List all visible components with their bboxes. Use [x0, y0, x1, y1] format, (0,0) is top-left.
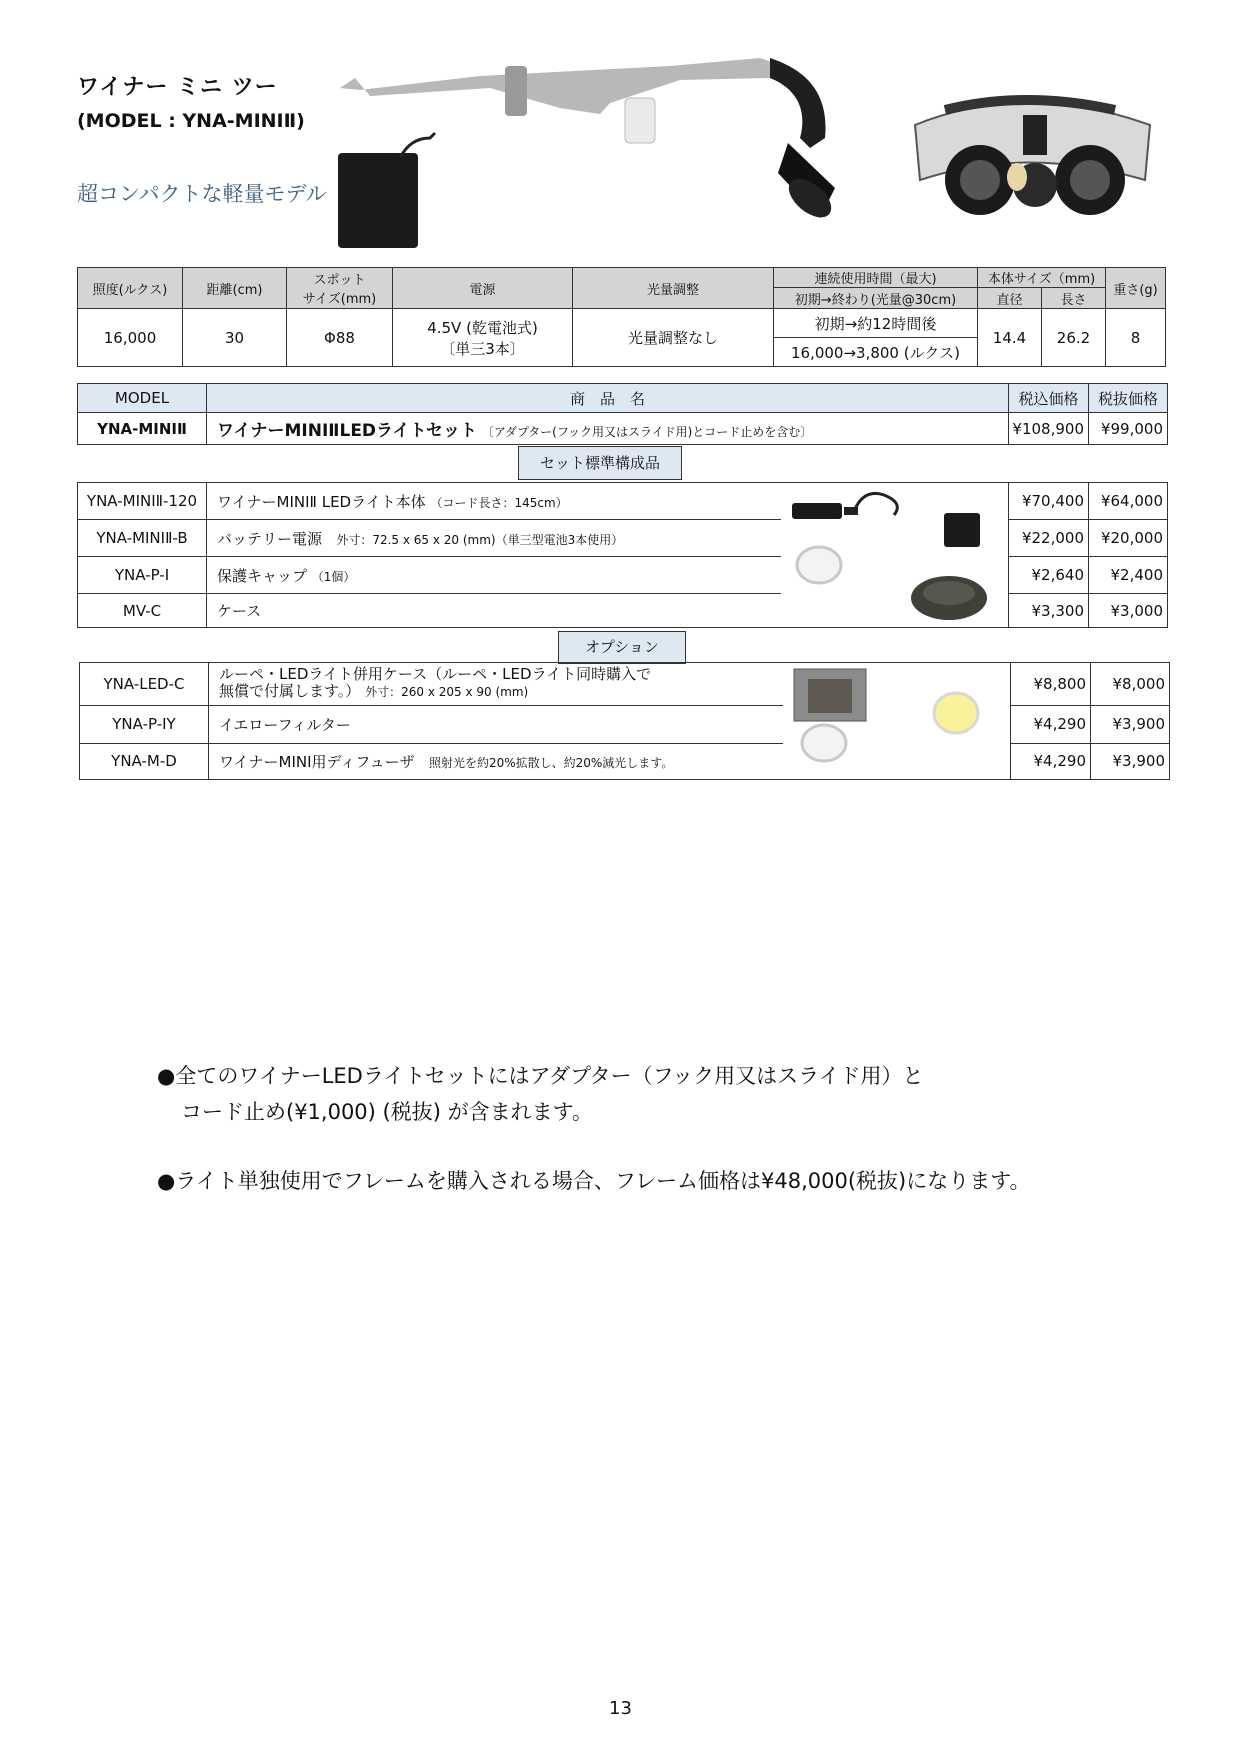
set-images-cell	[781, 483, 1009, 628]
lux-value: 16,000	[78, 309, 183, 367]
set-item-name: ワイナーMINIⅡ LEDライト本体	[217, 492, 426, 511]
set-components-label: セット標準構成品	[518, 446, 682, 480]
option-item-note: 照射光を約20%拡散し、約20%減光します。	[428, 755, 674, 770]
length-value: 26.2	[1042, 309, 1106, 367]
set-item-model: MV-C	[78, 594, 207, 628]
diameter-value: 14.4	[978, 309, 1042, 367]
option-images-cell	[783, 663, 1011, 780]
product-title: ワイナー ミニ ツー	[77, 75, 278, 100]
spot-value: Φ88	[287, 309, 393, 367]
set-item-price-ex: ¥3,000	[1089, 594, 1168, 628]
options-illustration	[786, 663, 1006, 775]
product-table	[77, 383, 1168, 445]
length-header: 長さ	[1042, 288, 1106, 309]
option-item-price-ex: ¥3,900	[1091, 743, 1170, 779]
power-header: 電源	[393, 268, 573, 309]
option-item-price-in: ¥4,290	[1011, 705, 1091, 743]
option-item-model: YNA-M-D	[80, 743, 209, 779]
set-item-price-in: ¥22,000	[1009, 520, 1089, 557]
runtime-value-line2: 16,000→3,800 (ルクス)	[774, 338, 978, 367]
runtime-subheader: 初期→終わり(光量@30cm)	[774, 288, 978, 309]
option-item-name-cell	[209, 743, 783, 779]
weight-header: 重さ(g)	[1106, 268, 1166, 309]
note-adapter-line2: コード止め(¥1,000) (税抜) が含まれます。	[181, 1100, 593, 1124]
page-number: 13	[609, 1698, 632, 1719]
set-components-table	[77, 482, 1168, 628]
main-name-cell	[207, 413, 1009, 445]
set-item-price-ex: ¥20,000	[1089, 520, 1168, 557]
main-note: 〔アダプター(フック用又はスライド用)とコード止めを含む〕	[481, 425, 813, 439]
set-item-price-in: ¥2,640	[1009, 557, 1089, 594]
model-number: (MODEL : YNA-MINIⅡ)	[77, 110, 305, 132]
set-item-name: ケース	[217, 602, 262, 621]
spot-header-line1: スポット	[313, 273, 366, 288]
option-item-name2: 無償で付属します。）	[219, 682, 361, 701]
runtime-value-line1: 初期→約12時間後	[774, 309, 978, 338]
option-item-name: イエローフィルター	[219, 715, 351, 734]
power-value	[393, 309, 573, 367]
option-item-note: 外寸：260 x 205 x 90 (mm)	[365, 685, 529, 700]
dimming-header: 光量調整	[573, 268, 774, 309]
diameter-header: 直径	[978, 288, 1042, 309]
distance-value: 30	[183, 309, 287, 367]
note-adapter-line1: ●全てのワイナーLEDライトセットにはアダプター（フック用又はスライド用）と	[157, 1064, 924, 1088]
option-item-name: ルーペ・LEDライト併用ケース（ルーペ・LEDライト同時購入で	[219, 665, 652, 684]
set-item-name-cell	[207, 557, 781, 594]
set-item-name-cell	[207, 520, 781, 557]
options-table	[79, 662, 1170, 780]
set-item-price-in: ¥70,400	[1009, 483, 1089, 520]
set-item-name-cell	[207, 594, 781, 628]
headlight-frame-illustration	[330, 48, 860, 248]
loupe-illustration	[905, 85, 1160, 230]
power-value-line2: 〔単三3本〕	[440, 339, 525, 358]
power-value-line1: 4.5V (乾電池式)	[427, 318, 538, 337]
distance-header: 距離(cm)	[183, 268, 287, 309]
main-price-ex: ¥99,000	[1089, 413, 1168, 445]
set-components-illustration	[784, 483, 1004, 623]
spot-header	[287, 268, 393, 309]
lux-header: 照度(ルクス)	[78, 268, 183, 309]
set-item-name-cell	[207, 483, 781, 520]
options-label: オプション	[558, 631, 686, 664]
set-item-model: YNA-MINIⅡ-B	[78, 520, 207, 557]
option-item-name: ワイナーMINI用ディフューザ	[219, 752, 415, 771]
note-adapter	[157, 1058, 924, 1130]
option-item-model: YNA-P-IY	[80, 705, 209, 743]
option-item-name-cell	[209, 663, 783, 706]
note-frame-price: ●ライト単独使用でフレームを購入される場合、フレーム価格は¥48,000(税抜)になります。	[157, 1169, 1031, 1193]
set-item-note: 外寸：72.5 x 65 x 20 (mm)（単三型電池3本使用）	[336, 532, 624, 547]
set-item-name: 保護キャップ	[217, 566, 308, 585]
price-tax-ex-header: 税抜価格	[1089, 384, 1168, 413]
set-item-price-ex: ¥2,400	[1089, 557, 1168, 594]
main-name: ワイナーMINIⅡLEDライトセット	[217, 421, 478, 441]
option-item-price-in: ¥4,290	[1011, 743, 1091, 779]
set-item-price-ex: ¥64,000	[1089, 483, 1168, 520]
option-item-price-in: ¥8,800	[1011, 663, 1091, 706]
option-item-name-cell	[209, 705, 783, 743]
name-header: 商 品 名	[207, 384, 1009, 413]
option-item-model: YNA-LED-C	[80, 663, 209, 706]
set-item-name: バッテリー電源	[217, 529, 323, 548]
model-header: MODEL	[78, 384, 207, 413]
body-size-header: 本体サイズ（mm)	[978, 268, 1106, 288]
set-item-note: （コード長さ：145cm）	[430, 495, 568, 510]
option-item-price-ex: ¥8,000	[1091, 663, 1170, 706]
set-item-note: （1個）	[311, 569, 356, 584]
runtime-header: 連続使用時間（最大)	[774, 268, 978, 288]
spot-header-line2: サイズ(mm)	[302, 292, 377, 307]
dimming-value: 光量調整なし	[573, 309, 774, 367]
tagline: 超コンパクトな軽量モデル	[77, 182, 327, 206]
option-item-price-ex: ¥3,900	[1091, 705, 1170, 743]
set-item-model: YNA-MINIⅡ-120	[78, 483, 207, 520]
set-item-model: YNA-P-I	[78, 557, 207, 594]
spec-table	[77, 267, 1166, 367]
set-item-price-in: ¥3,300	[1009, 594, 1089, 628]
main-model: YNA-MINIⅡ	[78, 413, 207, 445]
main-price-in: ¥108,900	[1009, 413, 1089, 445]
weight-value: 8	[1106, 309, 1166, 367]
price-tax-in-header: 税込価格	[1009, 384, 1089, 413]
